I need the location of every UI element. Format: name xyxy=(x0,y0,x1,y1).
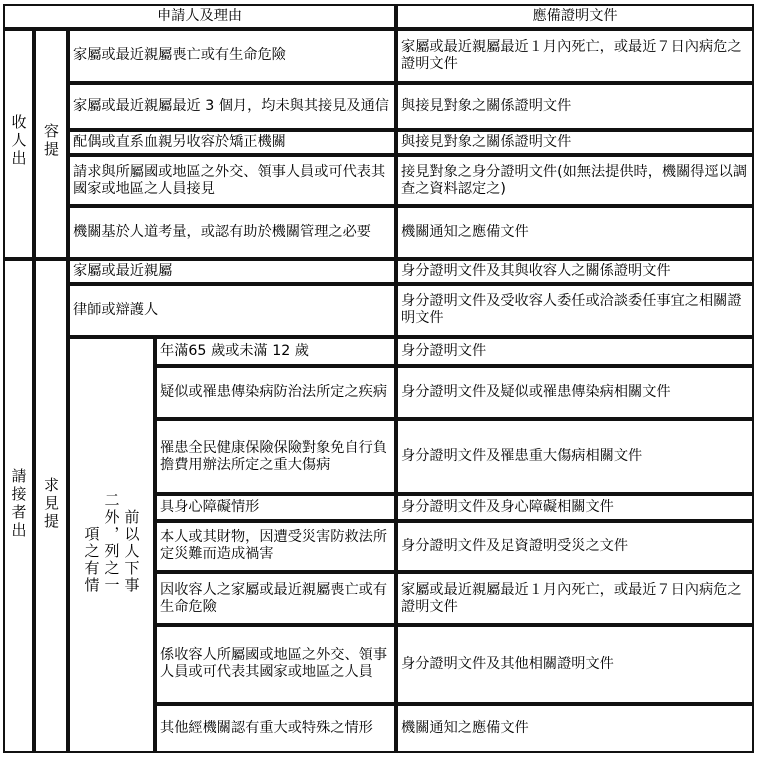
doc-cell: 身分證明文件及其他相關證明文件 xyxy=(396,625,754,704)
table-row xyxy=(3,284,754,337)
doc-cell: 與接見對象之關係證明文件 xyxy=(396,130,754,156)
reason-cell: 本人或其財物，因遭受災害防救法所定災難而造成禍害 xyxy=(155,521,396,572)
reason-cell: 疑似或罹患傳染病防治法所定之疾病 xyxy=(155,366,396,419)
doc-cell: 家屬或最近親屬最近１月內死亡，或最近７日內病危之證明文件 xyxy=(396,29,754,83)
reason-cell: 因收容人之家屬或最近親屬喪亡或有生命危險 xyxy=(155,572,396,625)
reason-cell: 具身心障礙情形 xyxy=(155,494,396,521)
group-b-label-col2 xyxy=(3,259,34,753)
group-a-label-col2 xyxy=(3,29,34,260)
group-a-label-text-1: 容提 xyxy=(42,123,60,160)
group-b-label-text-1: 求見提 xyxy=(42,476,60,531)
table-row xyxy=(3,83,754,130)
doc-cell: 身分證明文件及疑似或罹患傳染病相關文件 xyxy=(396,366,754,419)
group-a-label-col1 xyxy=(34,29,68,260)
table-row xyxy=(3,155,754,206)
reason-cell: 家屬或最近親屬喪亡或有生命危險 xyxy=(68,29,396,83)
sub-group-label-col1: 項之有情 xyxy=(82,525,101,594)
reason-cell: 請求與所屬國或地區之外交、領事人員或可代表其國家或地區之人員接見 xyxy=(68,155,396,206)
group-a-label-text-2: 收人出 xyxy=(9,114,28,169)
sub-group-label xyxy=(68,337,155,753)
reason-cell: 機關基於人道考量，或認有助於機關管理之必要 xyxy=(68,206,396,259)
group-b-label-text-2: 請接者出 xyxy=(9,467,28,540)
table-row xyxy=(3,259,754,284)
reason-cell: 年滿65 歲或未滿 12 歲 xyxy=(155,337,396,366)
reason-cell: 係收容人所屬國或地區之外交、領事人員或可代表其國家或地區之人員 xyxy=(155,625,396,704)
table-header-row xyxy=(3,4,754,29)
reason-cell: 家屬或最近親屬 xyxy=(68,259,396,284)
doc-cell: 身分證明文件及罹患重大傷病相關文件 xyxy=(396,419,754,495)
table-row xyxy=(3,206,754,259)
header-documents: 應備證明文件 xyxy=(396,4,754,29)
reason-cell: 其他經機關認有重大或特殊之情形 xyxy=(155,704,396,753)
reason-cell: 罹患全民健康保險保險對象免自行負擔費用辦法所定之重大傷病 xyxy=(155,419,396,495)
table-row xyxy=(3,130,754,156)
doc-cell: 身分證明文件及身心障礙相關文件 xyxy=(396,494,754,521)
doc-cell: 機關通知之應備文件 xyxy=(396,206,754,259)
reason-cell: 律師或辯護人 xyxy=(68,284,396,337)
sub-group-label-col2: 二外，列之一 xyxy=(102,491,121,594)
header-applicant-reason: 申請人及理由 xyxy=(3,4,396,29)
doc-cell: 機關通知之應備文件 xyxy=(396,704,754,753)
doc-cell: 家屬或最近親屬最近１月內死亡，或最近７日內病危之證明文件 xyxy=(396,572,754,625)
group-b-label-col1 xyxy=(34,259,68,753)
doc-cell: 與接見對象之關係證明文件 xyxy=(396,83,754,130)
doc-cell: 身分證明文件及受收容人委任或洽談委任事宜之相關證明文件 xyxy=(396,284,754,337)
reason-cell: 家屬或最近親屬最近 3 個月，均未與其接見及通信 xyxy=(68,83,396,130)
reason-cell: 配偶或直系血親另收容於矯正機關 xyxy=(68,130,396,156)
table-row xyxy=(3,29,754,83)
doc-cell: 身分證明文件及其與收容人之關係證明文件 xyxy=(396,259,754,284)
doc-cell: 身分證明文件 xyxy=(396,337,754,366)
table-row xyxy=(3,337,754,366)
doc-cell: 接見對象之身分證明文件(如無法提供時，機關得逕以調查之資料認定之) xyxy=(396,155,754,206)
document-table xyxy=(3,4,754,753)
doc-cell: 身分證明文件及足資證明受災之文件 xyxy=(396,521,754,572)
sub-group-label-col3: 前以人下事 xyxy=(122,508,141,594)
